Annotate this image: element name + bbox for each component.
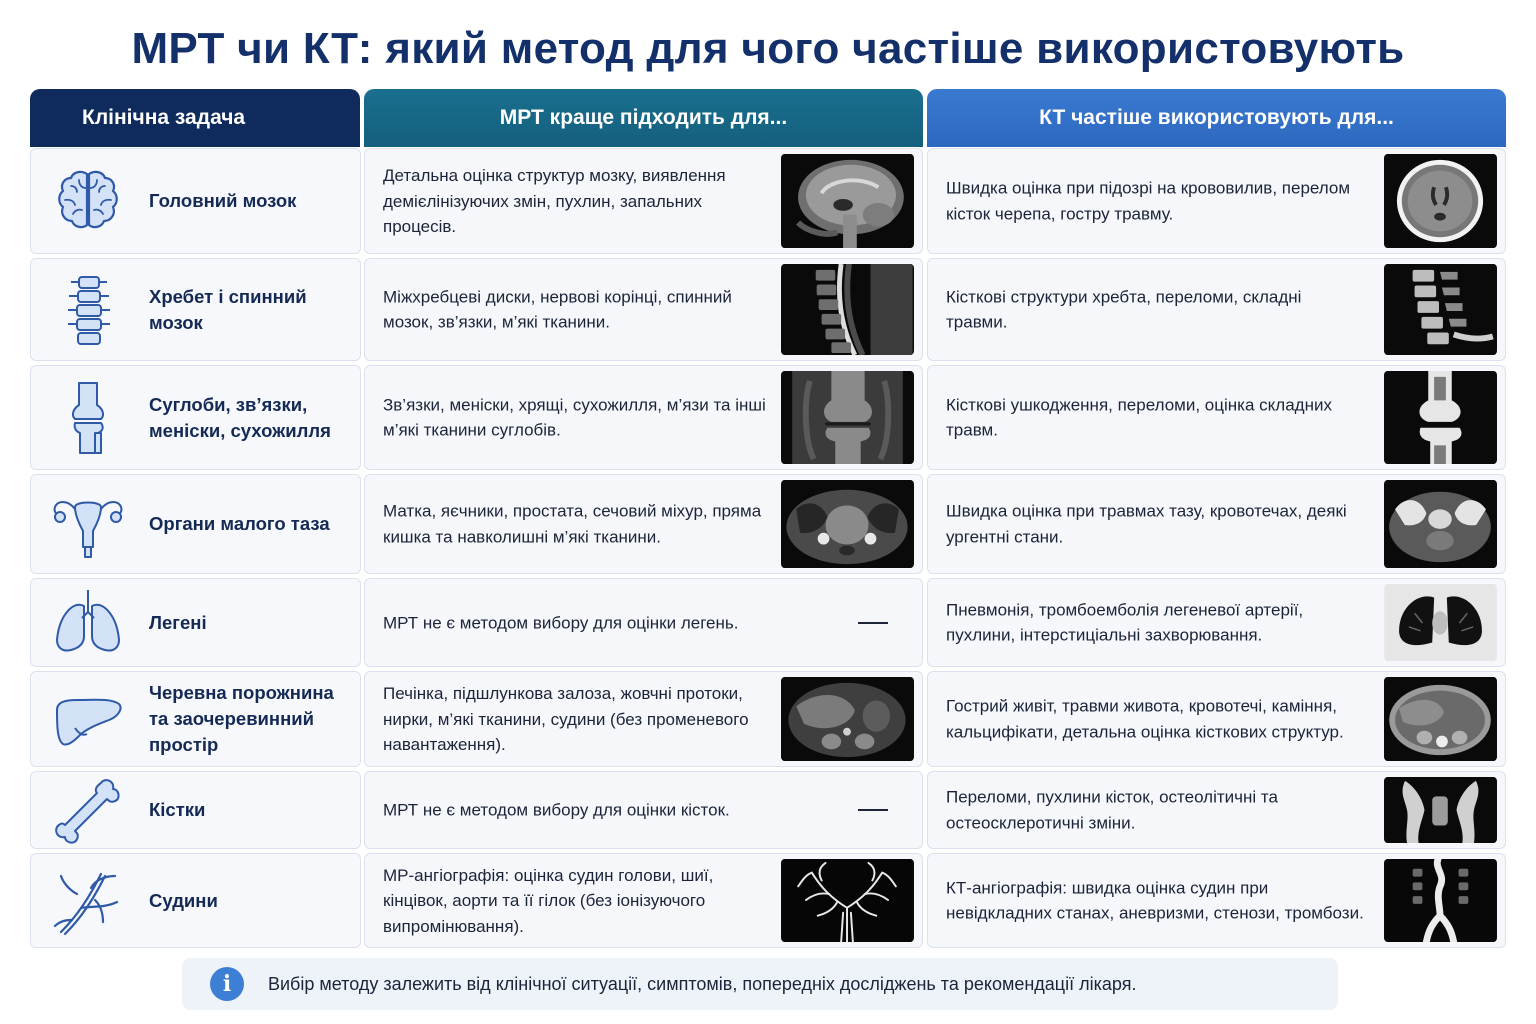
ct-description: Гострий живіт, травми живота, кровотечі, каміння, кальцифікати, детальна оцінка кісткових структур. <box>946 696 1344 741</box>
mri-cell <box>364 365 923 470</box>
ct-description: Кісткові структури хребта, переломи, складні травми. <box>946 287 1302 332</box>
table-row <box>30 578 1506 667</box>
mri-cell <box>364 148 923 254</box>
ct-description: Швидка оцінка при травмах тазу, кровотечах, деякі ургентні стани. <box>946 501 1347 546</box>
table-row <box>30 671 1506 767</box>
table-row <box>30 771 1506 849</box>
mri-description: Міжхребцеві диски, нервові корінці, спинний мозок, зв’язки, м’які тканини. <box>383 287 732 332</box>
task-label: Судини <box>149 889 218 911</box>
task-label: Черевна порожнина та заочеревинний простір <box>149 682 334 755</box>
ct-cell <box>927 853 1506 948</box>
ct-cell <box>927 578 1506 667</box>
column-header-mri: МРТ краще підходить для... <box>364 89 923 147</box>
abdomen-mri-image <box>781 677 914 761</box>
task-label: Кістки <box>149 799 206 820</box>
ct-cell <box>927 148 1506 254</box>
aorta-cta-image <box>1384 859 1497 942</box>
task-label: Хребет і спинний мозок <box>149 285 307 333</box>
table-row <box>30 853 1506 948</box>
task-cell <box>30 671 361 767</box>
vessels-icon <box>51 864 125 938</box>
mri-cell <box>364 258 923 361</box>
task-cell <box>30 258 361 361</box>
ct-cell <box>927 671 1506 767</box>
page-title: МРТ чи КТ: який метод для чого частіше використовують <box>131 24 1405 73</box>
bones-ct-image <box>1384 777 1497 843</box>
brain-mri-image <box>781 154 914 248</box>
column-header-task: Клінічна задача <box>30 89 360 147</box>
ct-cell <box>927 474 1506 574</box>
knee-joint-icon <box>51 381 125 455</box>
ct-description: Кісткові ушкодження, переломи, оцінка складних травм. <box>946 395 1332 440</box>
pelvis-mri-image <box>781 480 914 568</box>
lungs-icon <box>51 586 125 660</box>
uterus-icon <box>51 487 125 561</box>
mri-cell <box>364 578 923 667</box>
ct-cell <box>927 365 1506 470</box>
not-applicable-dash <box>858 622 888 624</box>
task-cell <box>30 771 361 849</box>
spine-mri-image <box>781 264 914 355</box>
ct-description: Пневмонія, тромбоемболія легеневої артерії, пухлини, інтерстиціальні захворювання. <box>946 600 1304 645</box>
task-cell <box>30 365 361 470</box>
info-icon: i <box>210 967 244 1001</box>
table-row <box>30 365 1506 470</box>
mri-cell <box>364 771 923 849</box>
spine-icon <box>51 273 125 347</box>
table-row <box>30 258 1506 361</box>
mri-description: Детальна оцінка структур мозку, виявлення демієлінізуючих змін, пухлин, запальних процесів. <box>383 165 726 236</box>
table-row <box>30 474 1506 574</box>
task-cell <box>30 578 361 667</box>
task-cell <box>30 853 361 948</box>
brain-icon <box>51 164 125 238</box>
not-applicable-dash <box>858 809 888 811</box>
ct-description: Переломи, пухлини кісток, остеолітичні та остеосклеротичні зміни. <box>946 787 1278 832</box>
bone-icon <box>51 773 125 847</box>
pelvis-ct-image <box>1384 480 1497 568</box>
knee-mri-image <box>781 371 914 464</box>
task-label: Суглоби, зв’язки, меніски, сухожилля <box>149 393 331 441</box>
mri-description: Зв’язки, меніски, хрящі, сухожилля, м’язи та інші м’які тканини суглобів. <box>383 395 766 440</box>
mri-cell <box>364 853 923 948</box>
brain-ct-image <box>1384 154 1497 248</box>
task-cell <box>30 474 361 574</box>
mri-description: МР-ангіографія: оцінка судин голови, шиї, кінцівок, аорти та її гілок (без іонізуючого випромінювання). <box>383 865 714 936</box>
ct-cell <box>927 258 1506 361</box>
info-note <box>182 958 1338 1010</box>
task-cell <box>30 148 361 254</box>
task-label: Головний мозок <box>149 190 297 211</box>
mri-description: Печінка, підшлункова залоза, жовчні протоки, нирки, м’які тканини, судини (без променевого навантаження). <box>383 683 749 754</box>
lungs-ct-image <box>1384 584 1497 661</box>
head-mra-image <box>781 859 914 942</box>
mri-cell <box>364 671 923 767</box>
column-header-ct: КТ частіше використовують для... <box>927 89 1506 147</box>
mri-description: Матка, яєчники, простата, сечовий міхур, пряма кишка та навколишні м’які тканини. <box>383 501 762 546</box>
liver-icon <box>51 682 125 756</box>
task-label: Органи малого таза <box>149 513 330 534</box>
spine-ct-image <box>1384 264 1497 355</box>
task-label: Легені <box>149 611 207 633</box>
ct-description: КТ-ангіографія: швидка оцінка судин при невідкладних станах, аневризми, стенози, тромбози. <box>946 878 1364 923</box>
abdomen-ct-image <box>1384 677 1497 761</box>
mri-cell <box>364 474 923 574</box>
mri-description: МРТ не є методом вибору для оцінки кісток. <box>383 800 730 820</box>
table-row <box>30 148 1506 254</box>
ct-cell <box>927 771 1506 849</box>
mri-description: МРТ не є методом вибору для оцінки легень. <box>383 612 739 632</box>
knee-ct-image <box>1384 371 1497 464</box>
info-note-text: Вибір методу залежить від клінічної ситуації, симптомів, попередніх досліджень та рекомендації лікаря. <box>268 973 1137 994</box>
ct-description: Швидка оцінка при підозрі на крововилив, перелом кісток черепа, гостру травму. <box>946 178 1351 223</box>
